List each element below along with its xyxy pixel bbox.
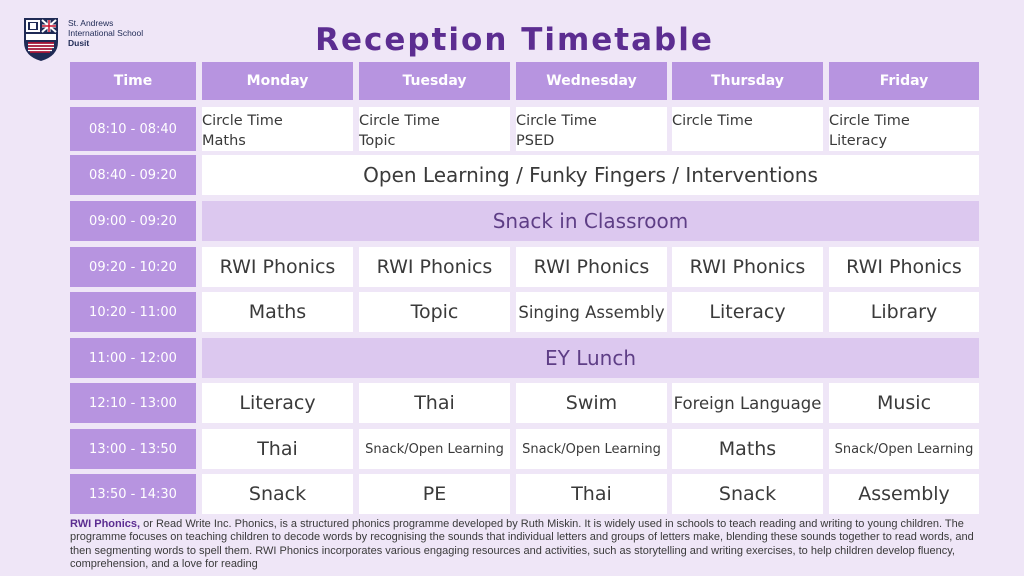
column-header-friday: Friday bbox=[829, 62, 979, 100]
column-header-tuesday: Tuesday bbox=[359, 62, 510, 100]
time-slot: 09:00 - 09:20 bbox=[70, 201, 196, 241]
activity-cell: Assembly bbox=[829, 474, 979, 514]
activity-cell: Library bbox=[829, 292, 979, 332]
time-slot: 12:10 - 13:00 bbox=[70, 383, 196, 423]
activity-line: Maths bbox=[202, 133, 246, 149]
activity-cell: PE bbox=[359, 474, 510, 514]
activity-cell: Swim bbox=[516, 383, 667, 423]
school-name-line1: St. Andrews bbox=[68, 18, 114, 28]
activity-cell: Thai bbox=[516, 474, 667, 514]
column-header-monday: Monday bbox=[202, 62, 353, 100]
activity-line: Circle Time bbox=[359, 113, 440, 129]
spanning-activity: Open Learning / Funky Fingers / Interventions bbox=[202, 155, 979, 195]
activity-cell: RWI Phonics bbox=[202, 247, 353, 287]
activity-cell: Maths bbox=[672, 429, 823, 469]
activity-cell: Snack/Open Learning bbox=[516, 429, 667, 469]
activity-cell bbox=[829, 107, 979, 151]
time-slot: 09:20 - 10:20 bbox=[70, 247, 196, 287]
activity-cell: RWI Phonics bbox=[359, 247, 510, 287]
time-slot: 13:00 - 13:50 bbox=[70, 429, 196, 469]
school-name-line2: International School bbox=[68, 28, 144, 38]
activity-line: Circle Time bbox=[516, 113, 597, 129]
activity-cell: Foreign Language bbox=[672, 383, 823, 423]
activity-cell: Snack bbox=[202, 474, 353, 514]
activity-line: Circle Time bbox=[202, 113, 283, 129]
time-slot: 08:40 - 09:20 bbox=[70, 155, 196, 195]
activity-cell: Thai bbox=[359, 383, 510, 423]
activity-line: Literacy bbox=[829, 133, 888, 149]
time-slot: 13:50 - 14:30 bbox=[70, 474, 196, 514]
activity-cell: Snack/Open Learning bbox=[829, 429, 979, 469]
spanning-activity: Snack in Classroom bbox=[202, 201, 979, 241]
activity-cell: Snack/Open Learning bbox=[359, 429, 510, 469]
activity-cell: Snack bbox=[672, 474, 823, 514]
activity-cell bbox=[672, 107, 823, 151]
rwi-phonics-description bbox=[70, 518, 982, 572]
activity-cell bbox=[359, 107, 510, 151]
spanning-activity: EY Lunch bbox=[202, 338, 979, 378]
activity-cell: RWI Phonics bbox=[672, 247, 823, 287]
school-campus: Dusit bbox=[68, 38, 90, 48]
activity-cell: Thai bbox=[202, 429, 353, 469]
footer-term: RWI Phonics, bbox=[70, 518, 141, 530]
column-header-wednesday: Wednesday bbox=[516, 62, 667, 100]
activity-cell bbox=[202, 107, 353, 151]
activity-line: Circle Time bbox=[672, 113, 753, 129]
activity-line: Circle Time bbox=[829, 113, 910, 129]
activity-line: PSED bbox=[516, 133, 555, 149]
activity-cell: Singing Assembly bbox=[516, 292, 667, 332]
page-title: Reception Timetable bbox=[315, 22, 714, 58]
activity-cell: Music bbox=[829, 383, 979, 423]
time-slot: 11:00 - 12:00 bbox=[70, 338, 196, 378]
activity-cell: RWI Phonics bbox=[516, 247, 667, 287]
activity-cell: Literacy bbox=[202, 383, 353, 423]
column-header-time: Time bbox=[70, 62, 196, 100]
footer-text: or Read Write Inc. Phonics, is a structured phonics programme developed by Ruth Miskin. It is widely used in schools to teach reading and writing to young children. The programme focuses on teaching children to decode words by recognising the sounds that individual letters and groups of letters make, blending these sounds together to read words, and then segmenting words to spell them. RWI Phonics incorporates various engaging resources and activities, such as storytelling and writing exercises, to help children develop fluency, comprehension, and a love for reading bbox=[70, 518, 974, 571]
activity-cell bbox=[516, 107, 667, 151]
time-slot: 10:20 - 11:00 bbox=[70, 292, 196, 332]
column-header-thursday: Thursday bbox=[672, 62, 823, 100]
time-slot: 08:10 - 08:40 bbox=[70, 107, 196, 151]
activity-cell: Topic bbox=[359, 292, 510, 332]
activity-cell: RWI Phonics bbox=[829, 247, 979, 287]
activity-cell: Literacy bbox=[672, 292, 823, 332]
activity-cell: Maths bbox=[202, 292, 353, 332]
activity-line: Topic bbox=[359, 133, 396, 149]
